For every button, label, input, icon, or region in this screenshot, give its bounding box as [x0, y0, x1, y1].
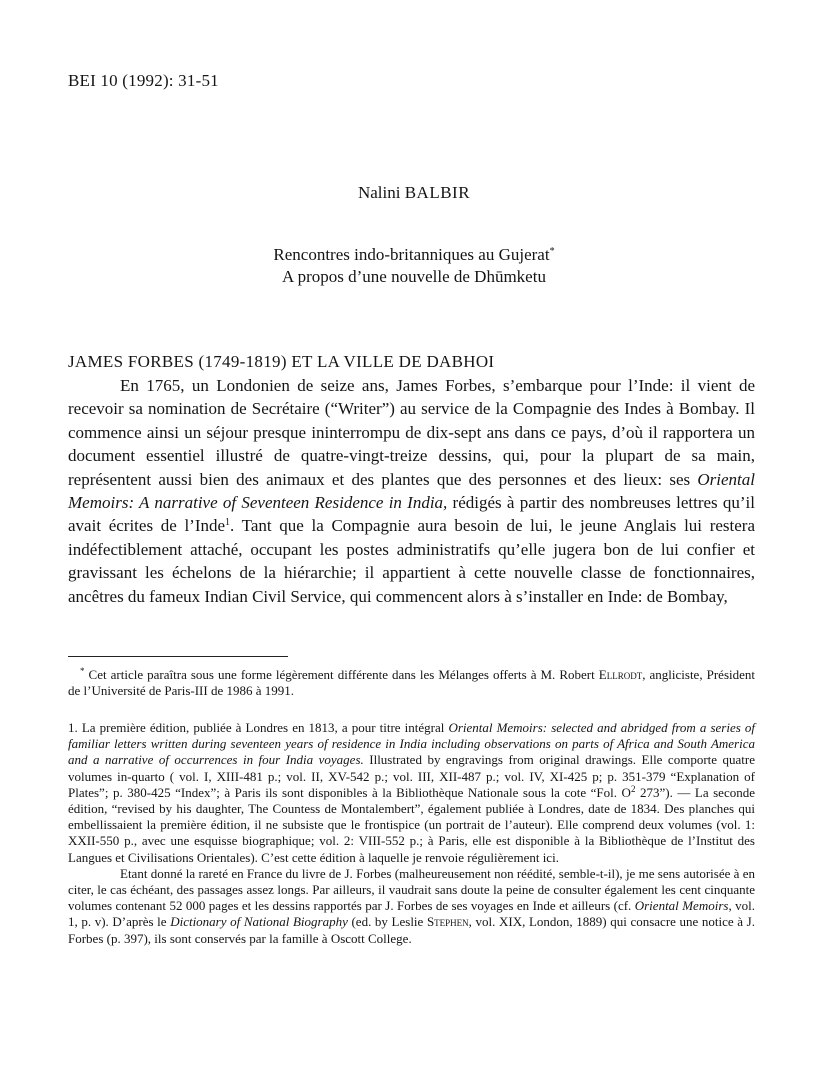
title-footnote-mark: *: [549, 246, 555, 257]
author-name: [0, 183, 828, 203]
footnote-1-text-a: 1. La première édition, publiée à Londres en 1813, a pour titre intégral: [68, 720, 449, 735]
title-line-1: [0, 244, 828, 266]
paragraph-1-text-b: rédigés à partir des nombreuses lettres qu’il avait écrites de l’Inde: [68, 493, 756, 536]
journal-citation: BEI 10 (1992): 31-51: [68, 71, 219, 90]
article-title: [0, 244, 828, 288]
title-line-1-text: Rencontres indo-britanniques au Gujerat: [273, 245, 550, 264]
footnote-1-p2-text-c: (ed. by Leslie: [347, 914, 427, 930]
author-last-name: BALBIR: [404, 183, 471, 202]
paragraph-1-text-a: En 1765, un Londonien de seize ans, James Forbes, s’embarque pour l’Inde: il vient de recevoir sa nomination de Secrétaire (“Writer”) au service de la Compagnie des Indes à Bombay. Il commence ainsi un séjour presque ininterrompu de dix-sept ans dans ce pays, d’où il rapportera un document essentiel illustré de quatre-vingt-treize dessins, qui, pour la plupart de sa main, représentent aussi bien des animaux et des plantes que des personnes et des lieux: ses: [68, 376, 755, 489]
footnote-ref-1: 1: [225, 517, 231, 529]
author-first-name: Nalini: [357, 183, 401, 202]
footnote-1-p2-text-a: Etant donné la rareté en France du livre de J. Forbes (malheureusement non réédité, semble-t-il), je me sens autorisée à en citer, le cas échéant, des passages assez longs. Par ailleurs, il vaudrait sans doute la peine de consulter également les cent cinquante volumes contenant 52 000 pages et les dessins rapportés par J. Forbes de ses voyages en Inde et ailleurs (cf.: [68, 865, 755, 914]
footnote-star-text: [68, 667, 755, 699]
section-heading: JAMES FORBES (1749-1819) ET LA VILLE DE DABHOI: [68, 352, 495, 371]
footnote-1-p2-italic-1: Oriental Memoirs: [634, 898, 729, 914]
footnote-star-text-b: , angliciste, Président de l’Université de Paris-III de 1986 à 1991.: [68, 667, 755, 699]
footnote-1: [68, 720, 755, 947]
footnote-1-text-c: 273”). — La seconde édition, “revised by his daughter, The Countess de Montalembert”, également publiée à Londres, date de 1834. Des planches qui embellissaient la première édition, il ne subsiste que le frontispice (un portrait de l’auteur). Elle comprend deux volumes (vol. 1: XXII-550 p., avec une esquisse biographique; vol. 2: VIII-552 p.; à Paris, elle est disponible à la Bibliothèque de l’Institut des Langues et Civilisations Orientales). C’est cette édition à laquelle je renvoie régulièrement ici.: [68, 784, 755, 865]
paragraph-1-text-c: . Tant que la Compagnie aura besoin de lui, le jeune Anglais lui restera indéfectiblement attaché, occupant les postes administratifs qu’elle jugera bon de lui confier et gravissant les échelons de la hiérarchie; il appartient à cette nouvelle classe de fonctionnaires, ancêtres du fameux Indian Civil Service, qui commencent alors à s’installer en Inde: de Bombay,: [68, 516, 755, 606]
footnote-1-text-b: Illustrated by engravings from original drawings. Elle comporte quatre volumes in-quarto ( vol. I, XIII-481 p.; vol. II, XV-542 p.; vol. III, XII-487 p.; vol. IV, XI-425 p; p. 351-379 “Explanation of Plates”; p. 380-425 “Index”; à Paris ils sont disponibles à la Bibliothèque Nationale sous la cote “Fol. O: [68, 752, 755, 800]
footnote-1-full-title: Oriental Memoirs: selected and abridged from a series of familiar letters written during seventeen years of residence in India including observations on parts of Africa and South America and a narrative of occurrences in four India voyages.: [68, 720, 755, 768]
footnote-star: [68, 667, 755, 699]
footnote-1-superscript: 2: [630, 783, 636, 794]
footnote-1-paragraph-1: [68, 720, 755, 866]
footnote-1-paragraph-2: [68, 866, 755, 947]
footnote-1-p2-italic-2: Dictionary of National Biography: [170, 914, 348, 930]
footnote-star-name: Ellrodt: [598, 667, 643, 682]
paragraph-1: [68, 374, 755, 608]
footnote-1-p2-name: Stephen: [426, 914, 469, 930]
footnote-1-p2-text-d: , vol. XIX, London, 1889) qui consacre une notice à J. Forbes (p. 397), ils sont conservés par la famille à Oscott College.: [68, 914, 755, 946]
footnote-1-p2-text-b: , vol. 1, p. v). D’après le: [68, 898, 755, 930]
body-text: [68, 374, 755, 608]
oriental-memoirs-title: Oriental Memoirs: A narrative of Seventeen Residence in India,: [68, 469, 755, 513]
footnote-separator: [68, 656, 288, 657]
footnote-star-text-a: Cet article paraîtra sous une forme légèrement différente dans les Mélanges offerts à M. Robert: [84, 667, 599, 682]
title-line-2: A propos d’une nouvelle de Dhūmketu: [282, 267, 546, 286]
footnote-star-mark: *: [80, 666, 85, 676]
